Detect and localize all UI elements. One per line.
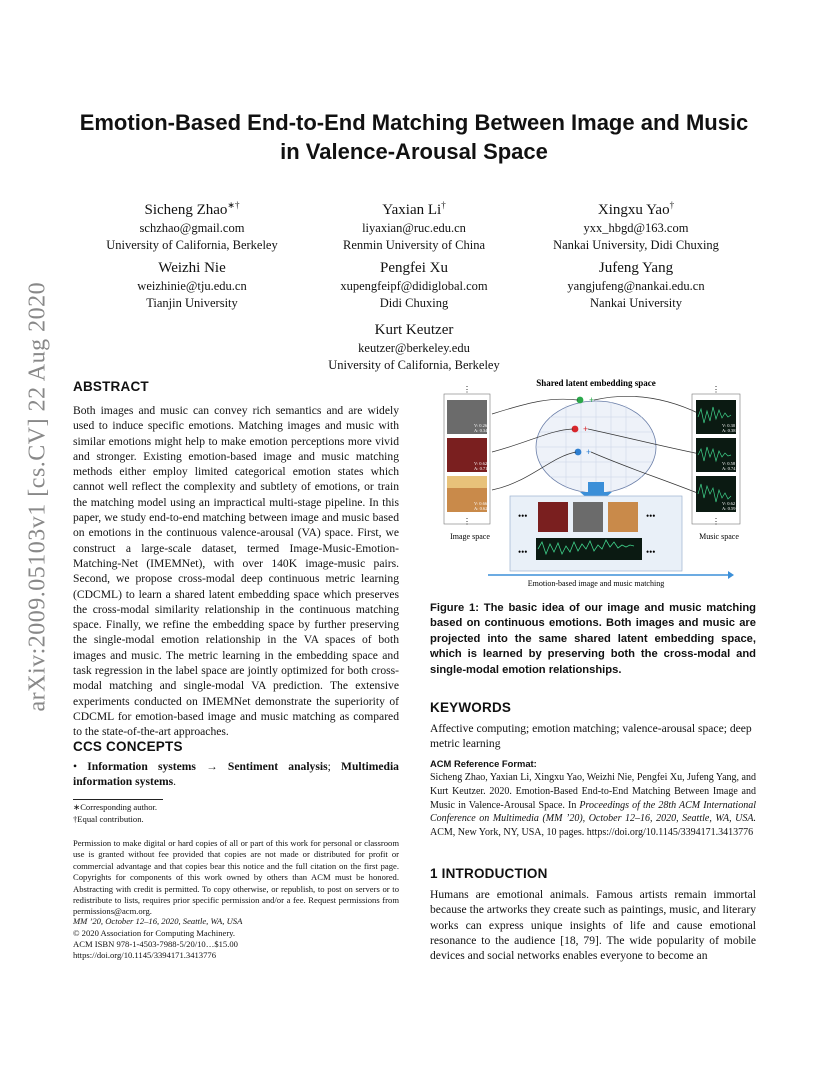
ccs-term: Information systems (87, 760, 196, 773)
abstract-text: Both images and music can convey rich semantics and are widely used to induce specific emotions. Matching images and music with similar emotions might help to make emotion perceptions more vivid and stronger. Existing emotion-based image and music matching methods either employ limited categorical emotion states which cannot well reflect the complexity and subtlety of emotions, or train the matching model using an impractical multi-stage pipeline. In this paper, we study end-to-end matching between image and music based on emotions in the continuous valence-arousal (VA) space. First, we construct a large-scale dataset, termed Image-Music-Emotion-Matching-Net (IMEMNet), with over 140K image-music pairs. Second, we propose cross-modal deep continuous metric learning (CDCML) to learn a shared latent embedding space which preserves the cross-modal similarity relationship in the continuous matching space. Finally, we refine the embedding space by further preserving the single-modal emotion relationship in the VA spaces of both images and music. The metric learning in the embedding space and task regression in the label space are jointly optimized for both cross-modal matching and single-modal VA prediction. The extensive experiments conducted on IMEMNet demonstrate the superiority of CDCML for emotion-based image and music matching as compared to the state-of-the-art approaches. (73, 404, 399, 739)
author-name: Yaxian Li (382, 202, 442, 218)
doi-line: https://doi.org/10.1145/3394171.3413776 (73, 950, 216, 960)
reference-proceedings: Proceedings of the 28th ACM International Conference on Multimedia (MM ’20), October 12–16, 2020, Seattle, WA, USA. (430, 799, 756, 825)
author-affiliation: Nankai University, Didi Chuxing (553, 238, 719, 252)
author-affiliation: Renmin University of China (343, 238, 485, 252)
arxiv-identifier: arXiv:2009.05103v1 [cs.CV] 22 Aug 2020 (24, 281, 51, 712)
author-block (284, 258, 544, 312)
ccs-separator: ; (327, 760, 342, 773)
author-mark: ∗† (227, 200, 240, 210)
va-label: A: 0.71 (474, 466, 488, 471)
ccs-term: Sentiment analysis (227, 760, 328, 773)
author-name: Sicheng Zhao (144, 202, 228, 218)
figure-caption: Figure 1: The basic idea of our image and music matching based on continuous emotions. Both images and music are projected into the same shared latent embedding space, which is learned by preserving both the cross-modal and single-modal emotion relationships. (430, 602, 756, 676)
keywords-heading: KEYWORDS (430, 700, 512, 715)
va-label: V: 0.62 (722, 501, 736, 506)
author-email: liyaxian@ruc.edu.cn (362, 221, 466, 235)
image-space-stack (444, 385, 490, 526)
author-mark: † (669, 200, 675, 210)
author-name: Kurt Keutzer (374, 322, 454, 338)
footnote-corresponding: ∗Corresponding author. (73, 802, 158, 812)
author-mark: † (441, 200, 446, 210)
author-email: weizhinie@tju.edu.cn (137, 279, 247, 293)
ccs-arrow: → (195, 760, 228, 773)
footnote-rule (73, 799, 163, 800)
reference-tail: ACM, New York, NY, USA, 10 pages. https://doi.org/10.1145/3394171.3413776 (430, 827, 754, 839)
author-name: Jufeng Yang (598, 260, 674, 276)
svg-text:•••: ••• (646, 547, 656, 557)
va-label: V: 0.30 (722, 423, 736, 428)
permission-notice: Permission to make digital or hard copies of all or part of this work for personal or classroom use is granted without fee provided that copies are not made or distributed for profit or commercial advantage and that copies bear this notice and the full citation on the first page. Copyrights for components of this work owned by others than ACM must be honored. Abstracting with credit is permitted. To copy otherwise, or republish, to post on servers or to redistribute to lists, requires prior specific permission and/or a fee. Request permissions from permissions@acm.org. (73, 838, 399, 917)
author-block (506, 258, 766, 312)
ccs-end: . (173, 775, 177, 789)
svg-text:⋮: ⋮ (463, 385, 471, 394)
keywords-text: Affective computing; emotion matching; valence-arousal space; deep metric learning (430, 722, 752, 751)
title-line-2: in Valence-Arousal Space (280, 139, 548, 164)
svg-text:•••: ••• (646, 511, 656, 521)
reference-format-text (430, 771, 756, 840)
va-label: A: 0.38 (722, 428, 736, 433)
svg-text:⋮: ⋮ (712, 385, 720, 394)
va-label: V: 0.62 (474, 461, 488, 466)
author-email: schzhao@gmail.com (139, 221, 245, 235)
va-label: A: 0.74 (722, 466, 736, 471)
ccs-concepts (73, 759, 399, 790)
paper-title (0, 108, 828, 166)
author-affiliation: Didi Chuxing (379, 296, 449, 310)
music-embedding-point: + (583, 424, 589, 434)
author-block (506, 195, 766, 254)
music-space-label: Music space (699, 532, 739, 541)
svg-text:•••: ••• (518, 547, 528, 557)
author-name: Weizhi Nie (158, 260, 226, 276)
arrow-head-icon (728, 571, 734, 579)
abstract-heading: ABSTRACT (73, 379, 149, 394)
author-email: xupengfeipf@didiglobal.com (340, 279, 488, 293)
va-label: A: 0.59 (722, 506, 736, 511)
isbn-line: ACM ISBN 978-1-4503-7988-5/20/10…$15.00 (73, 939, 238, 949)
svg-text:⋮: ⋮ (463, 517, 471, 526)
author-block (284, 195, 544, 254)
va-label: V: 0.26 (474, 423, 488, 428)
ccs-term: Multimedia information systems (73, 760, 399, 789)
music-embedding-point: + (586, 447, 592, 457)
author-name: Pengfei Xu (380, 260, 448, 276)
author-email: yxx_hbgd@163.com (583, 221, 689, 235)
author-block (62, 195, 322, 254)
image-space-label: Image space (450, 532, 490, 541)
matching-box (510, 496, 682, 571)
author-block (62, 258, 322, 312)
conference-line: MM ’20, October 12–16, 2020, Seattle, WA, USA (73, 916, 243, 926)
author-affiliation: Tianjin University (146, 296, 238, 310)
author-name: Xingxu Yao (597, 202, 670, 218)
svg-text:•••: ••• (518, 511, 528, 521)
va-label: V: 0.58 (722, 461, 736, 466)
introduction-text: Humans are emotional animals. Famous artists remain immortal because the artworks they create such as paintings, music, and literary works can express unique insights of life and cause emotional resonance to the audience [18, 79]. The wide popularity of mobile devices and social networks enables everyone to become an (430, 888, 756, 963)
author-affiliation: Nankai University (590, 296, 682, 310)
author-email: yangjufeng@nankai.edu.cn (567, 279, 705, 293)
music-embedding-point: + (589, 395, 595, 405)
svg-text:⋮: ⋮ (712, 517, 720, 526)
va-label: A: 0.62 (474, 506, 488, 511)
reference-plain: Sicheng Zhao, Yaxian Li, Xingxu Yao, Weizhi Nie, Pengfei Xu, Jufeng Yang, and Kurt Keutzer. 2020. Emotion-Based End-to-End Matching Between Image and Music in Valence-Arousal Space. In (430, 772, 756, 811)
footnote-equal: †Equal contribution. (73, 814, 144, 824)
ccs-bullet: • (73, 760, 78, 773)
introduction-heading: 1 INTRODUCTION (430, 866, 548, 881)
author-email: keutzer@berkeley.edu (358, 341, 470, 355)
music-space-stack (692, 385, 740, 526)
author-block (284, 320, 544, 374)
copyright-line: © 2020 Association for Computing Machinery. (73, 928, 236, 938)
reference-format-heading: ACM Reference Format: (430, 758, 537, 769)
figure-top-label: Shared latent embedding space (536, 378, 656, 388)
va-label: V: 0.66 (474, 501, 488, 506)
ccs-heading: CCS CONCEPTS (73, 739, 183, 754)
author-affiliation: University of California, Berkeley (328, 358, 500, 372)
figure-1-diagram (430, 372, 756, 594)
author-affiliation: University of California, Berkeley (106, 238, 278, 252)
va-label: A: 0.34 (474, 428, 488, 433)
title-line-1: Emotion-Based End-to-End Matching Between Image and Music (79, 110, 749, 135)
figure-bottom-label: Emotion-based image and music matching (527, 579, 665, 588)
